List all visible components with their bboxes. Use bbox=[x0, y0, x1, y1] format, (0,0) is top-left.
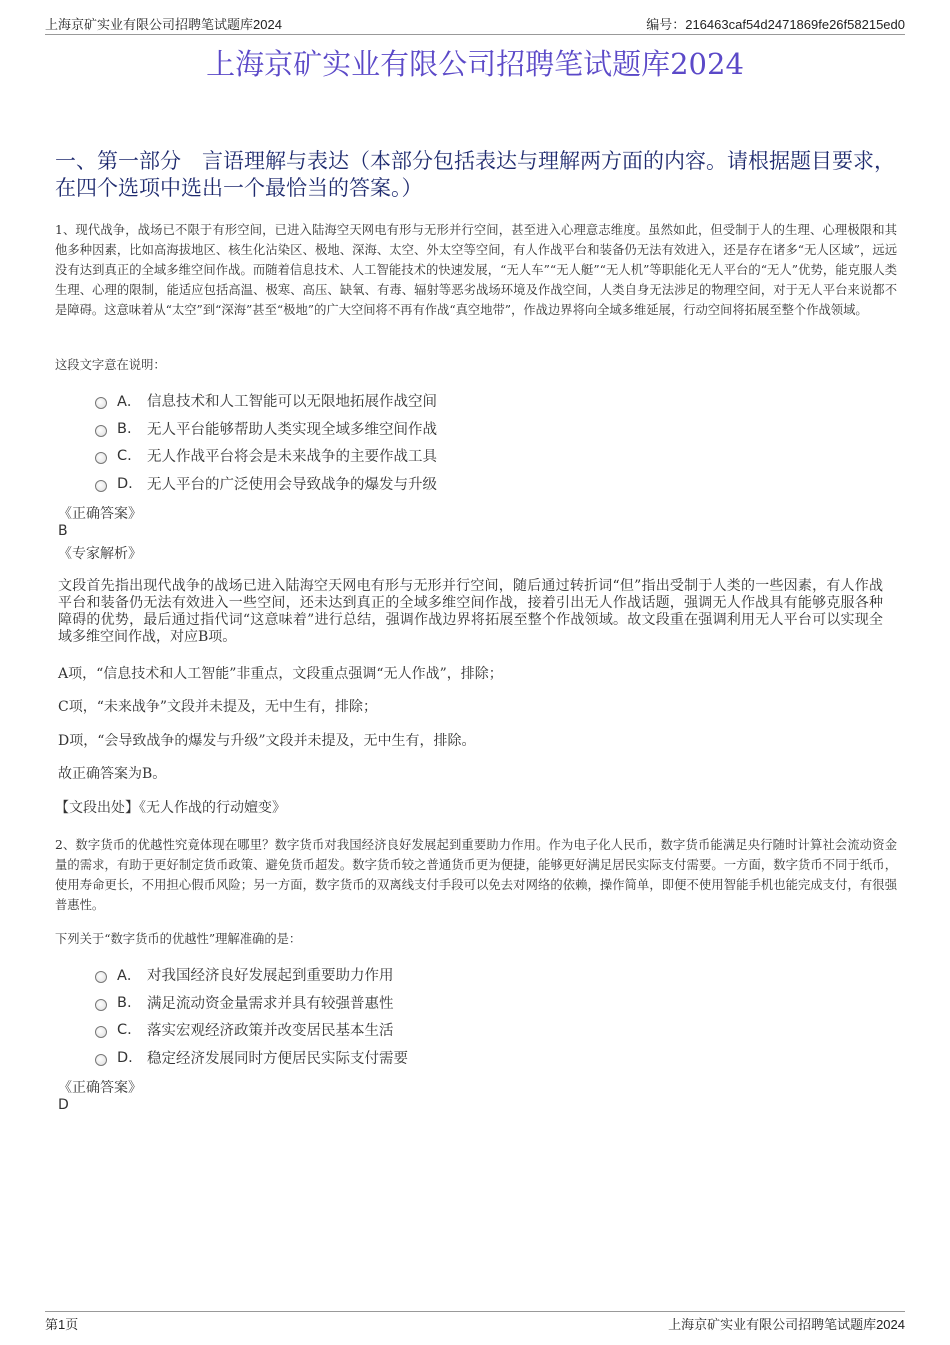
q2-option-d[interactable] bbox=[95, 1047, 408, 1068]
radio-icon[interactable] bbox=[95, 1026, 107, 1038]
question-1-text: 1、现代战争，战场已不限于有形空间，已进入陆海空天网电有形与无形并行空间，甚至进入心理意志维度。虽然如此，但受制于人的生理、心理极限和其他多种因素，比如高海拔地区、核生化沾染区、极地、深海、太空、外太空等空间，有人作战平台和装备仍无法有效进入，还是存在诸多“无人区域”，远远没有达到真正的全域多维空间作战。而随着信息技术、人工智能技术的快速发展，“无人车”“无人艇”“无人机”等职能化无人平台的“无人”优势，能克服人类生理、心理的限制，能适应包括高温、极寒、高压、缺氧、有毒、辐射等恶劣战场环境及作战空间，人类自身无法涉足的物理空间，对于无人平台来说都不是障碍。这意味着从“太空”到“深海”甚至“极地”的广大空间将不再有作战“真空地带”，作战边界将向全域多维延展，行动空间将拓展至整个作战领域。 bbox=[55, 223, 897, 317]
conclusion: 故正确答案为B。 bbox=[58, 766, 167, 782]
option-text: 无人平台的广泛使用会导致战争的爆发与升级 bbox=[147, 477, 437, 493]
page-number: 第1页 bbox=[45, 1317, 79, 1332]
answer-label: 《正确答案》 bbox=[58, 1080, 142, 1096]
option-d-note: D项，“会导致战争的爆发与升级”文段并未提及，无中生有，排除。 bbox=[58, 733, 476, 749]
page-footer bbox=[45, 1311, 905, 1333]
radio-icon[interactable] bbox=[95, 999, 107, 1011]
option-text: 落实宏观经济政策并改变居民基本生活 bbox=[147, 1023, 394, 1039]
analysis-label: 《专家解析》 bbox=[58, 546, 142, 562]
q1-option-b[interactable] bbox=[95, 418, 437, 439]
q2-option-a[interactable] bbox=[95, 964, 394, 985]
option-text: 信息技术和人工智能可以无限地拓展作战空间 bbox=[147, 394, 437, 410]
header-title: 上海京矿实业有限公司招聘笔试题库2024 bbox=[45, 17, 282, 32]
q1-option-d[interactable] bbox=[95, 473, 437, 494]
option-letter: A． bbox=[117, 968, 142, 984]
q2-option-b[interactable] bbox=[95, 992, 394, 1013]
option-letter: B. bbox=[117, 994, 132, 1011]
option-text: 稳定经济发展同时方便居民实际支付需要 bbox=[147, 1051, 408, 1067]
radio-icon[interactable] bbox=[95, 452, 107, 464]
option-text: 对我国经济良好发展起到重要助力作用 bbox=[147, 968, 394, 984]
answer-label: 《正确答案》 bbox=[58, 506, 142, 522]
answer-value: B bbox=[58, 523, 68, 539]
option-text: 满足流动资金量需求并具有较强普惠性 bbox=[147, 996, 394, 1012]
answer-value: D bbox=[58, 1097, 69, 1113]
radio-icon[interactable] bbox=[95, 425, 107, 437]
question-2-text: 2、数字货币的优越性究竟体现在哪里？数字货币对我国经济良好发展起到重要助力作用。作为电子化人民币，数字货币能满足央行随时计算社会流动资金量的需求，有助于更好制定货币政策、避免货币超发。数字货币较之普通货币更为便捷，能够更好满足居民实际支付需要。一方面，数字货币不同于纸币，使用寿命更长，不用担心假币风险；另一方面，数字货币的双离线支付手段可以免去对网络的依赖，操作简单，即便不使用智能手机也能完成支付，有很强普惠性。 bbox=[55, 838, 897, 912]
analysis-text: 文段首先指出现代战争的战场已进入陆海空天网电有形与无形并行空间，随后通过转折词“但”指出受制于人类的一些因素，有人作战平台和装备仍无法有效进入一些空间，还未达到真正的全域多维空间作战，接着引出无人作战话题，强调无人作战具有能够克服各种障碍的优势，最后通过指代词“这意味着”进行总结，强调作战边界将拓展至整个作战领域。故文段重在强调利用无人平台可以实现全域多维空间作战，对应B项。 bbox=[58, 578, 883, 645]
option-letter: D. bbox=[117, 1049, 133, 1066]
option-text: 无人平台能够帮助人类实现全域多维空间作战 bbox=[147, 422, 437, 438]
radio-icon[interactable] bbox=[95, 397, 107, 409]
option-letter: B. bbox=[117, 420, 132, 437]
q2-option-c[interactable] bbox=[95, 1019, 394, 1040]
q1-option-a[interactable] bbox=[95, 390, 437, 411]
option-text: 无人作战平台将会是未来战争的主要作战工具 bbox=[147, 449, 437, 465]
option-c-note: C项，“未来战争”文段并未提及，无中生有，排除； bbox=[58, 699, 378, 715]
footer-title: 上海京矿实业有限公司招聘笔试题库2024 bbox=[668, 1317, 905, 1332]
radio-icon[interactable] bbox=[95, 1054, 107, 1066]
section-heading: 一、第一部分 言语理解与表达（本部分包括表达与理解两方面的内容。请根据题目要求，在四个选项中选出一个最恰当的答案。） bbox=[55, 149, 895, 200]
document-number: 编号：216463caf54d2471869fe26f58215ed0 bbox=[646, 17, 905, 32]
document-title: 上海京矿实业有限公司招聘笔试题库2024 bbox=[206, 47, 744, 81]
option-a-note: A项，“信息技术和人工智能”非重点，文段重点强调“无人作战”，排除； bbox=[58, 666, 503, 682]
q1-option-c[interactable] bbox=[95, 445, 437, 466]
option-letter: C. bbox=[117, 1021, 132, 1038]
page-header bbox=[45, 14, 905, 35]
option-letter: A． bbox=[117, 394, 142, 410]
question-2-stem: 下列关于“数字货币的优越性”理解准确的是： bbox=[55, 932, 302, 946]
radio-icon[interactable] bbox=[95, 480, 107, 492]
source: 【文段出处】《无人作战的行动嬗变》 bbox=[55, 800, 286, 816]
question-1-stem: 这段文字意在说明： bbox=[55, 358, 166, 372]
option-letter: C. bbox=[117, 447, 132, 464]
option-letter: D. bbox=[117, 475, 133, 492]
radio-icon[interactable] bbox=[95, 971, 107, 983]
